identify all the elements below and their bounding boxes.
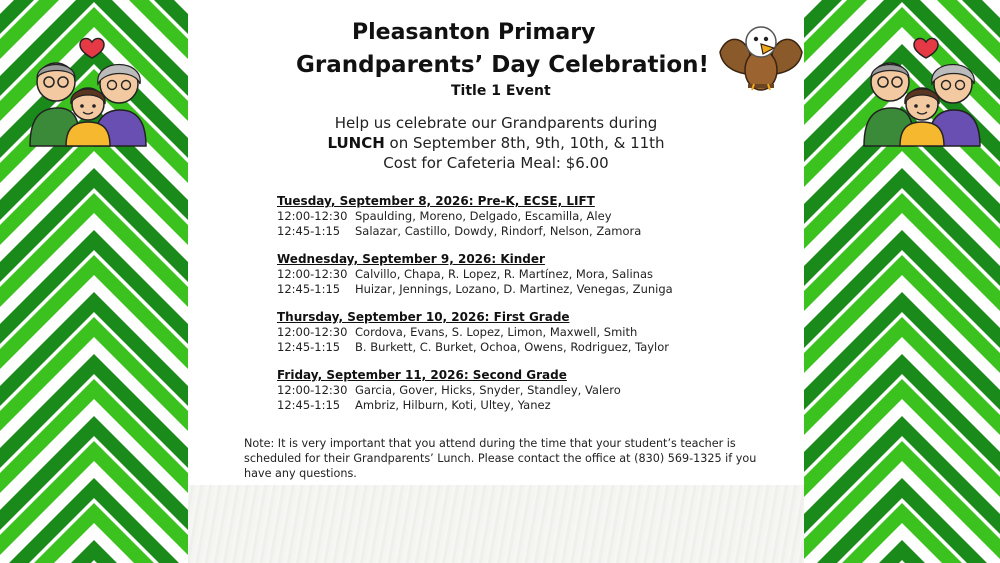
- flyer-title-line2: Grandparents’ Day Celebration!: [296, 52, 710, 78]
- paper-texture: [188, 485, 804, 563]
- grandparents-family-icon: [856, 34, 986, 149]
- time-slot: 12:45-1:15: [277, 398, 341, 412]
- time-slot: 12:00-12:30: [277, 209, 348, 223]
- teacher-names: Huizar, Jennings, Lozano, D. Martinez, Venegas, Zuniga: [355, 282, 673, 296]
- heart-icon: [914, 38, 938, 58]
- intro-lunch-bold: LUNCH: [327, 134, 385, 152]
- eagle-mascot-icon: [716, 14, 806, 104]
- day-heading: Friday, September 11, 2026: Second Grade: [277, 368, 567, 382]
- day-heading: Tuesday, September 8, 2026: Pre-K, ECSE, LIFT: [277, 194, 595, 208]
- schedule-row: [277, 267, 797, 282]
- teacher-names: Salazar, Castillo, Dowdy, Rindorf, Nelson, Zamora: [355, 224, 642, 238]
- time-slot: 12:45-1:15: [277, 224, 341, 238]
- schedule-day: [277, 309, 797, 355]
- intro-line3: Cost for Cafeteria Meal: $6.00: [383, 154, 609, 172]
- intro-line2-rest: on September 8th, 9th, 10th, & 11th: [384, 134, 665, 152]
- teacher-names: Ambriz, Hilburn, Koti, Ultey, Yanez: [355, 398, 551, 412]
- schedule-row: [277, 383, 797, 398]
- time-slot: 12:45-1:15: [277, 282, 341, 296]
- flyer-subtitle: Title 1 Event: [451, 83, 551, 99]
- teacher-names: Calvillo, Chapa, R. Lopez, R. Martínez, Mora, Salinas: [355, 267, 654, 281]
- day-heading: Wednesday, September 9, 2026: Kinder: [277, 252, 545, 266]
- teacher-names: B. Burkett, C. Burket, Ochoa, Owens, Rodriguez, Taylor: [355, 340, 670, 354]
- teacher-names: Garcia, Gover, Hicks, Snyder, Standley, Valero: [355, 383, 621, 397]
- time-slot: 12:00-12:30: [277, 267, 348, 281]
- schedule-row: [277, 209, 797, 224]
- teacher-names: Cordova, Evans, S. Lopez, Limon, Maxwell, Smith: [355, 325, 638, 339]
- schedule-row: [277, 325, 797, 340]
- intro-line2: [188, 134, 804, 152]
- schedule-day: [277, 251, 797, 297]
- teacher-names: Spaulding, Moreno, Delgado, Escamilla, Aley: [355, 209, 612, 223]
- time-slot: 12:00-12:30: [277, 325, 348, 339]
- schedule-day: [277, 193, 797, 239]
- schedule-row: [277, 224, 797, 239]
- flyer-title-line1: Pleasanton Primary: [352, 20, 596, 45]
- flyer-content: [188, 0, 804, 563]
- day-heading: Thursday, September 10, 2026: First Grade: [277, 310, 570, 324]
- grandparents-family-icon: [22, 34, 152, 149]
- lunch-schedule: [277, 193, 797, 425]
- important-note: Note: It is very important that you attend during the time that your student’s teacher is scheduled for their Grandparents’ Lunch. Please contact the office at (830) 569-1325 if you have any questions.: [244, 437, 757, 480]
- schedule-day: [277, 367, 797, 413]
- schedule-row: [277, 340, 797, 355]
- schedule-row: [277, 282, 797, 297]
- time-slot: 12:00-12:30: [277, 383, 348, 397]
- intro-line1: Help us celebrate our Grandparents during: [334, 114, 658, 132]
- heart-icon: [80, 38, 104, 58]
- schedule-row: [277, 398, 797, 413]
- time-slot: 12:45-1:15: [277, 340, 341, 354]
